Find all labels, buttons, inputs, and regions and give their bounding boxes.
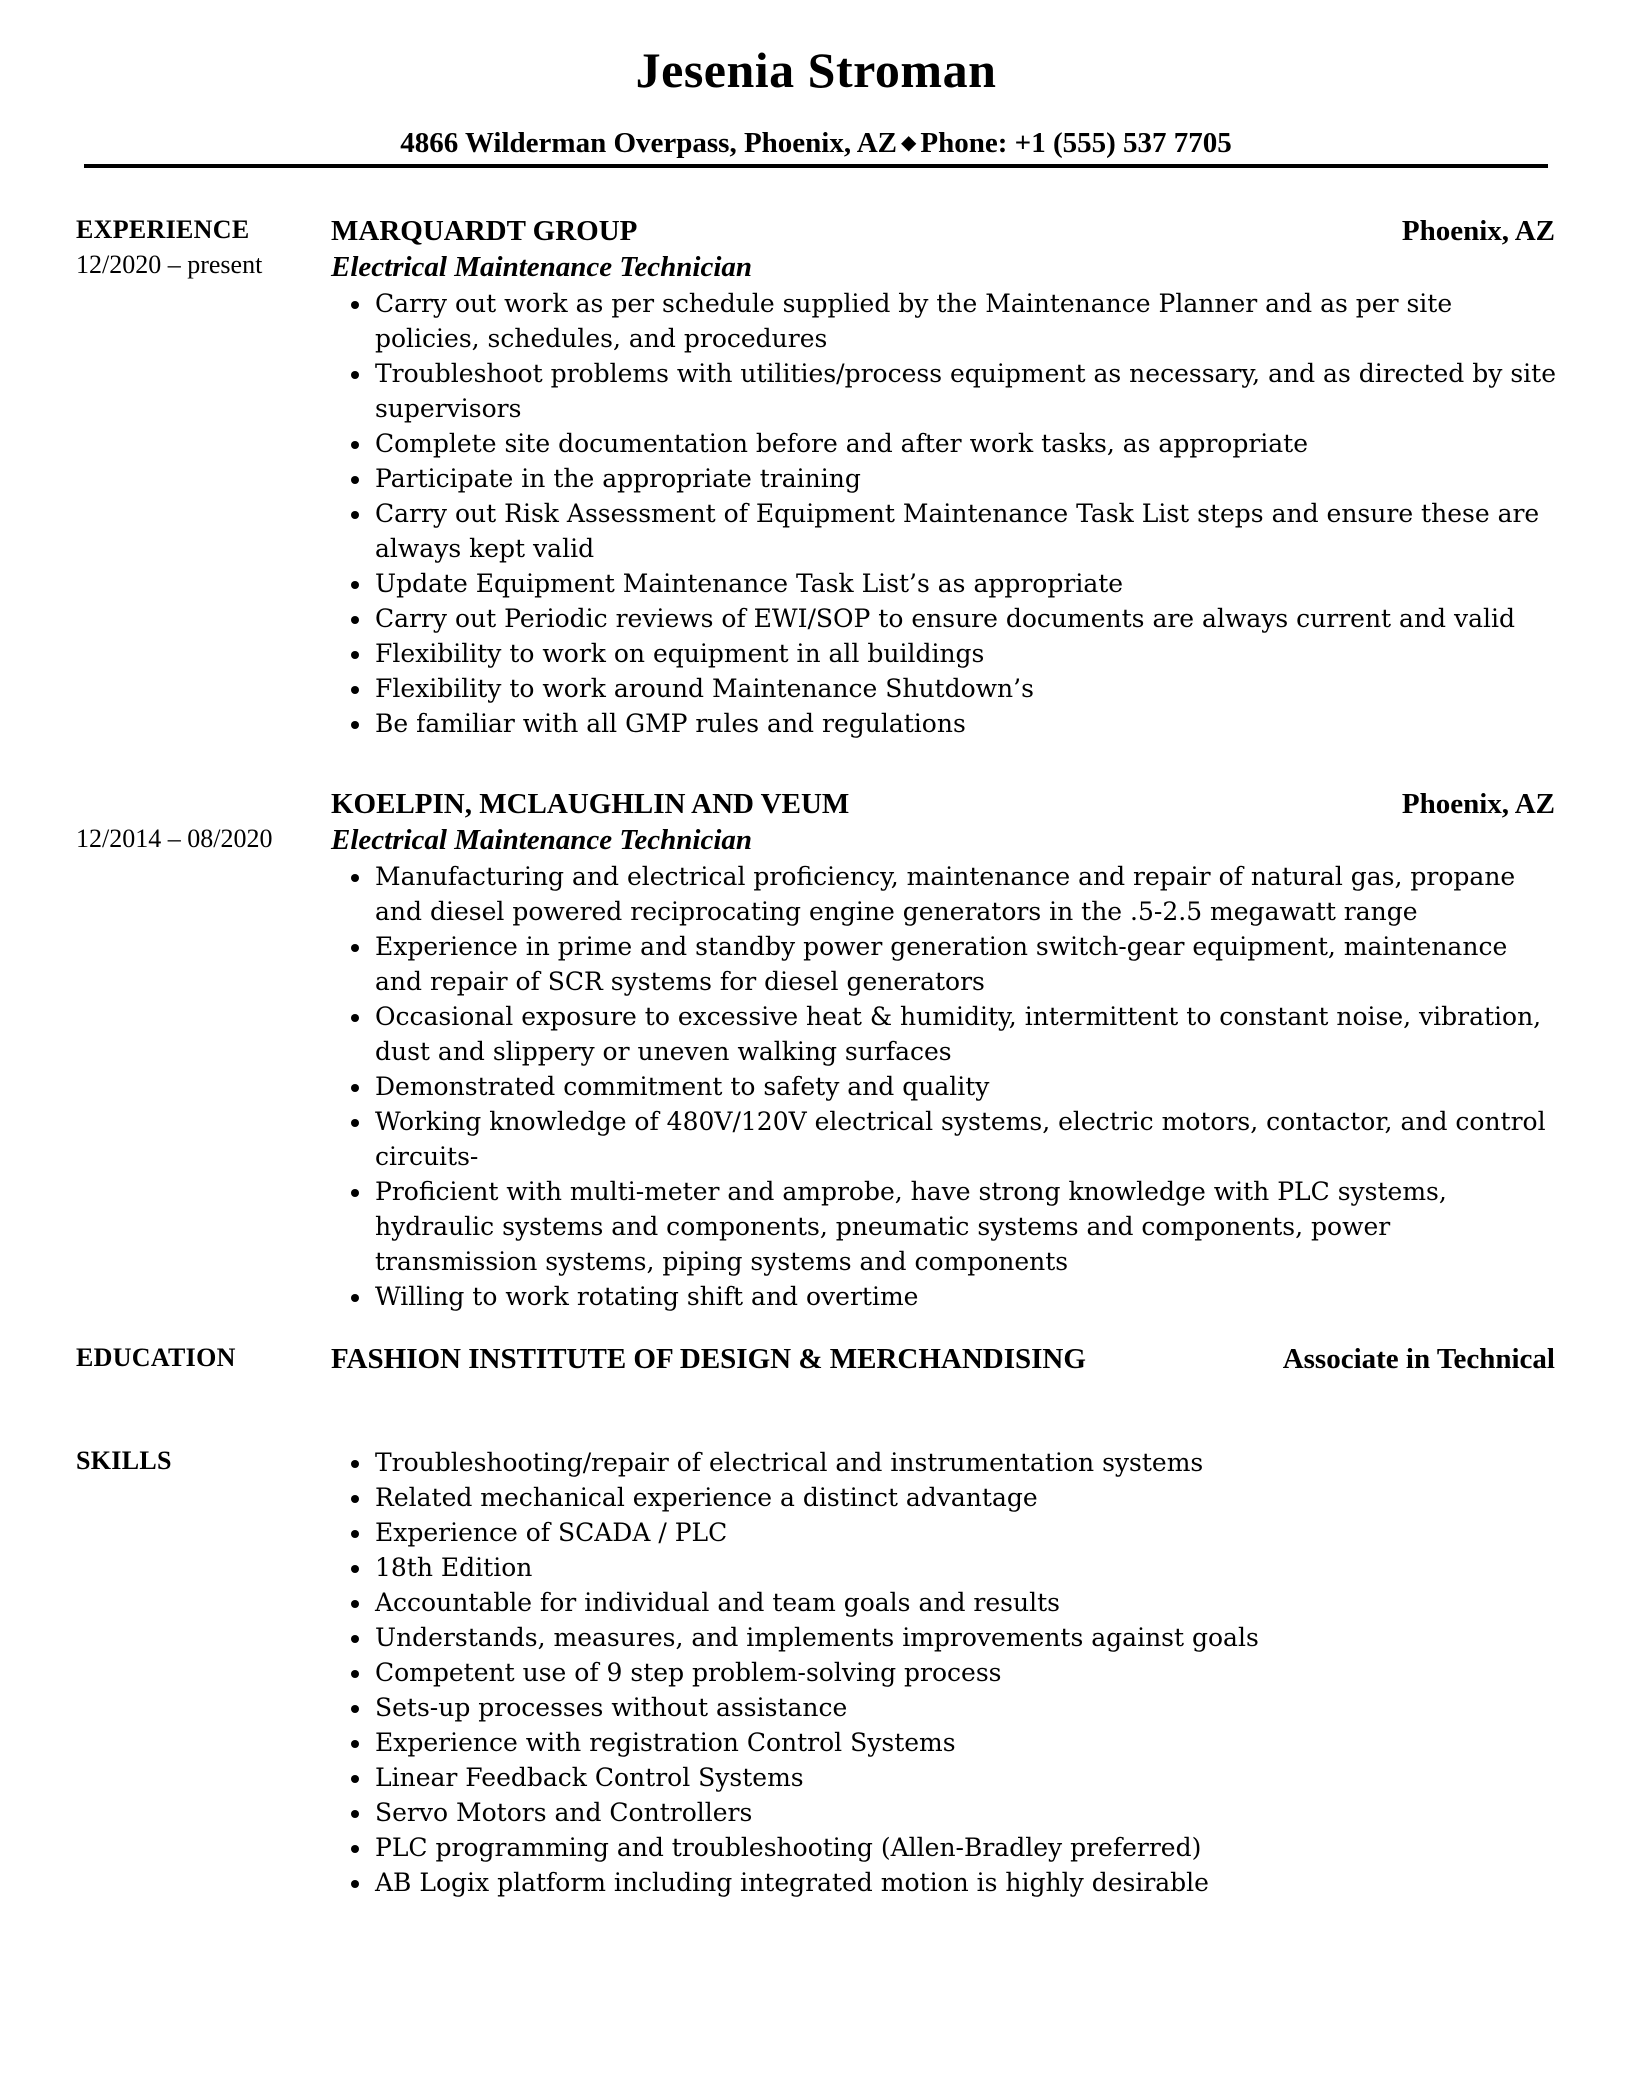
skill-item: 18th Edition xyxy=(347,1550,1557,1585)
education-row xyxy=(331,1341,1555,1377)
section-label-skills: SKILLS xyxy=(76,1446,172,1475)
bullet-item: Be familiar with all GMP rules and regulations xyxy=(347,706,1557,741)
section-label-education: EDUCATION xyxy=(76,1343,236,1372)
section-label-experience: EXPERIENCE xyxy=(76,215,250,244)
bullet-item: Experience in prime and standby power generation switch-gear equipment, maintenance and repair of SCR systems for diesel generators xyxy=(347,929,1557,999)
job-dates: 12/2020 – present xyxy=(76,250,263,279)
company-name: MARQUARDT GROUP xyxy=(331,215,638,247)
skill-item: Linear Feedback Control Systems xyxy=(347,1760,1557,1795)
job-location: Phoenix, AZ xyxy=(1401,788,1555,820)
skill-item: Accountable for individual and team goals and results xyxy=(347,1585,1557,1620)
skill-item: Experience with registration Control Systems xyxy=(347,1725,1557,1760)
bullet-item: Carry out work as per schedule supplied by the Maintenance Planner and as per site policies, schedules, and procedures xyxy=(347,286,1557,356)
phone: Phone: +1 (555) 537 7705 xyxy=(920,127,1232,159)
header-divider xyxy=(84,164,1548,168)
contact-line xyxy=(0,124,1632,162)
company-name: KOELPIN, MCLAUGHLIN AND VEUM xyxy=(331,788,850,820)
job-bullets xyxy=(347,286,1557,741)
skill-item: Troubleshooting/repair of electrical and instrumentation systems xyxy=(347,1445,1557,1480)
job-bullets xyxy=(347,859,1557,1314)
address: 4866 Wilderman Overpass, Phoenix, AZ xyxy=(400,127,898,159)
job-location: Phoenix, AZ xyxy=(1401,215,1555,247)
bullet-item: Flexibility to work around Maintenance Shutdown’s xyxy=(347,671,1557,706)
job-title: Electrical Maintenance Technician xyxy=(331,824,753,856)
bullet-item: Carry out Risk Assessment of Equipment Maintenance Task List steps and ensure these are always kept valid xyxy=(347,496,1557,566)
bullet-item: Complete site documentation before and after work tasks, as appropriate xyxy=(347,426,1557,461)
skills-list xyxy=(347,1445,1557,1900)
bullet-item: Occasional exposure to excessive heat & humidity, intermittent to constant noise, vibration, dust and slippery or uneven walking surfaces xyxy=(347,999,1557,1069)
skill-item: Sets-up processes without assistance xyxy=(347,1690,1557,1725)
bullet-item: Participate in the appropriate training xyxy=(347,461,1557,496)
skill-item: Experience of SCADA / PLC xyxy=(347,1515,1557,1550)
bullet-item: Proficient with multi-meter and amprobe, have strong knowledge with PLC systems, hydraulic systems and components, pneumatic systems and components, power transmission systems, piping systems and components xyxy=(347,1174,1557,1279)
school-name: FASHION INSTITUTE OF DESIGN & MERCHANDISING xyxy=(331,1343,1086,1375)
job-header xyxy=(331,213,1555,249)
bullet-item: Demonstrated commitment to safety and quality xyxy=(347,1069,1557,1104)
bullet-item: Flexibility to work on equipment in all buildings xyxy=(347,636,1557,671)
bullet-item: Willing to work rotating shift and overtime xyxy=(347,1279,1557,1314)
bullet-item: Update Equipment Maintenance Task List’s as appropriate xyxy=(347,566,1557,601)
job-dates: 12/2014 – 08/2020 xyxy=(76,824,273,853)
skill-item: PLC programming and troubleshooting (Allen-Bradley preferred) xyxy=(347,1830,1557,1865)
skill-item: AB Logix platform including integrated motion is highly desirable xyxy=(347,1865,1557,1900)
degree: Associate in Technical xyxy=(1282,1343,1555,1375)
job-title: Electrical Maintenance Technician xyxy=(331,251,753,283)
job-header xyxy=(331,786,1555,822)
bullet-item: Manufacturing and electrical proficiency, maintenance and repair of natural gas, propane and diesel powered reciprocating engine generators in the .5-2.5 megawatt range xyxy=(347,859,1557,929)
candidate-name: Jesenia Stroman xyxy=(635,42,997,98)
skill-item: Related mechanical experience a distinct advantage xyxy=(347,1480,1557,1515)
bullet-item: Troubleshoot problems with utilities/process equipment as necessary, and as directed by site supervisors xyxy=(347,356,1557,426)
skill-item: Understands, measures, and implements improvements against goals xyxy=(347,1620,1557,1655)
diamond-separator-icon: ◆ xyxy=(901,132,917,154)
bullet-item: Working knowledge of 480V/120V electrical systems, electric motors, contactor, and control circuits- xyxy=(347,1104,1557,1174)
bullet-item: Carry out Periodic reviews of EWI/SOP to ensure documents are always current and valid xyxy=(347,601,1557,636)
skill-item: Servo Motors and Controllers xyxy=(347,1795,1557,1830)
skill-item: Competent use of 9 step problem-solving process xyxy=(347,1655,1557,1690)
